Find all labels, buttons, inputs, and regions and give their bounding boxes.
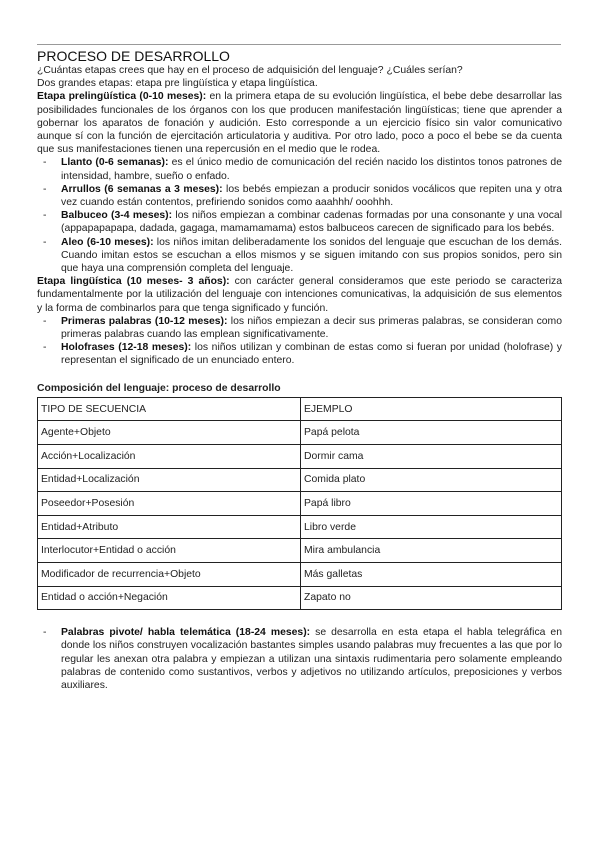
item-term: Balbuceo (3-4 meses):	[61, 210, 173, 222]
table-cell: Acción+Localización	[38, 445, 301, 469]
intro-answer: Dos grandes etapas: etapa pre lingüística y etapa lingüística.	[37, 78, 318, 90]
top-divider	[37, 44, 561, 45]
table-row	[38, 492, 562, 516]
item-term: Llanto (0-6 semanas):	[61, 157, 169, 169]
list-item	[61, 626, 562, 692]
header-cell: TIPO DE SECUENCIA	[38, 397, 301, 421]
linguistic-text: con carácter general consideramos que este periodo se caracteriza fundamentalmente por la utilización del lenguaje con intenciones comunicativas, la adquisición de sus elementos y la forma de combinarlos para que tenga significado y función.	[37, 276, 562, 314]
intro-question: ¿Cuántas etapas crees que hay en el proceso de adquisición del lenguaje? ¿Cuáles serían?	[37, 65, 463, 76]
table-row	[38, 586, 562, 610]
list-item	[61, 341, 562, 367]
table-cell: Mira ambulancia	[301, 539, 562, 563]
header-cell: EJEMPLO	[301, 397, 562, 421]
table-cell: Papá libro	[301, 492, 562, 516]
item-text: los niños empiezan a combinar cadenas formadas por una consonante y una vocal (appapapapapa, dadada, gagaga, mamamamama) estos balbuceos carecen de significado para los bebés.	[61, 210, 563, 235]
table-cell: Comida plato	[301, 468, 562, 492]
final-list	[37, 626, 562, 692]
table-cell: Entidad+Atributo	[38, 515, 301, 539]
table-cell: Zapato no	[301, 586, 562, 610]
item-term: Aleo (6-10 meses):	[61, 236, 154, 248]
table-cell: Entidad o acción+Negación	[38, 586, 301, 610]
table-cell: Papá pelota	[301, 421, 562, 445]
table-cell: Modificador de recurrencia+Objeto	[38, 563, 301, 587]
table-row	[38, 563, 562, 587]
table-cell: Libro verde	[301, 515, 562, 539]
list-item	[61, 209, 562, 235]
item-term: Primeras palabras (10-12 meses):	[61, 315, 228, 327]
list-item	[61, 315, 562, 341]
sequence-table	[37, 397, 562, 610]
item-text: los bebés empiezan a producir sonidos vocálicos que repiten una y otra vez cuando están contentos, prefiriendo sonidos como aaahhh/ ooohhh.	[61, 183, 562, 209]
table-cell: Poseedor+Posesión	[38, 492, 301, 516]
linguistic-heading: Etapa lingüística (10 meses- 3 años):	[37, 276, 230, 288]
table-row	[38, 539, 562, 563]
list-item	[61, 183, 562, 209]
table-caption: Composición del lenguaje: proceso de desarrollo	[37, 382, 281, 394]
prelinguistic-list	[37, 156, 562, 275]
table-row	[38, 515, 562, 539]
list-item	[61, 236, 562, 276]
item-text: es el único medio de comunicación del recién nacido los distintos tonos patrones de intensidad, hambre, sueño o enfado.	[61, 157, 562, 182]
table-header-row	[38, 397, 562, 421]
item-text: los niños empiezan a decir sus primeras palabras, se consideran como primeras palabras cuando las emplean significativamente.	[61, 315, 562, 341]
linguistic-paragraph	[37, 275, 562, 315]
item-term: Palabras pivote/ habla telemática (18-24 meses):	[61, 627, 311, 639]
prelinguistic-heading: Etapa prelingüística (0-10 meses):	[37, 91, 207, 103]
table-cell: Agente+Objeto	[38, 421, 301, 445]
list-item	[61, 156, 562, 182]
table-cell: Más galletas	[301, 563, 562, 587]
item-term: Arrullos (6 semanas a 3 meses):	[61, 183, 223, 195]
table-row	[38, 421, 562, 445]
prelinguistic-paragraph	[37, 90, 562, 156]
item-text: los niños utilizan y combinan de estas como si fueran por unidad (holofrase) y representan el significado de un enunciado entero.	[61, 342, 562, 367]
linguistic-list	[37, 315, 562, 368]
table-row	[38, 468, 562, 492]
table-cell: Entidad+Localización	[38, 468, 301, 492]
item-term: Holofrases (12-18 meses):	[61, 342, 192, 354]
prelinguistic-text: en la primera etapa de su evolución lingüística, el bebe debe desarrollar las posibilidades funcionales de los órganos con los que producen manifestación lingüísticas; tiene que aprender a gobernar los aparatos de fonación y audición. Esto corresponde a un ejercicio físico sin valor comunicativo aunque sí con la función de ejercitación articulatoria y auditiva. Por otro lado, poco a poco el bebe se da cuenta que sus manifestaciones tienen una repercusión en el medio que le rodea.	[37, 91, 562, 156]
table-cell: Dormir cama	[301, 445, 562, 469]
page-title: PROCESO DE DESARROLLO	[37, 48, 230, 64]
document-body	[37, 48, 562, 692]
table-cell: Interlocutor+Entidad o acción	[38, 539, 301, 563]
item-text: se desarrolla en esta etapa el habla telegráfica en donde los niños construyen vocalización bastantes simples usando palabras muy frecuentes a las que por lo regular les anexan otra palabra y empiezan a utilizan una sintaxis rudimentaria pero solamente empleando palabras de contenido como sustantivos, verbos y adjetivos no utilizando artículos, preposiciones y verbos auxiliares.	[61, 627, 562, 692]
table-row	[38, 445, 562, 469]
item-text: los niños imitan deliberadamente los sonidos del lenguaje que escuchan de los demás. Cuando imitan estos se escuchan a ellos mismos y se siguen imitando con sus propios sonidos, pero sin que haya una comprensión completa del lenguaje.	[61, 236, 562, 275]
